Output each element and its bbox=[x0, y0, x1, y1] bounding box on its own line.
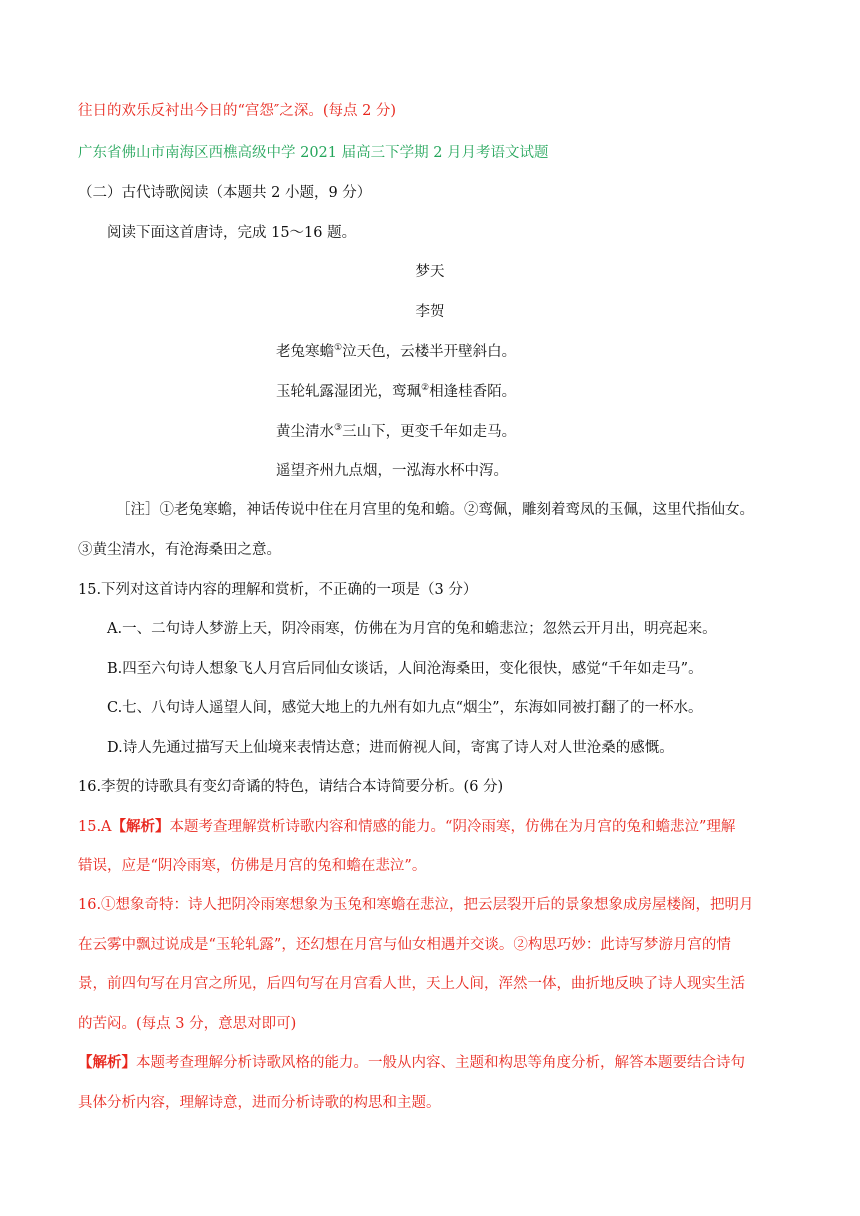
section-heading: （二）古代诗歌阅读（本题共 2 小题，9 分） bbox=[78, 185, 372, 201]
option-a: A.一、二句诗人梦游上天，阴冷雨寒，仿佛在为月宫的兔和蟾悲泣；忽然云开月出，明亮起来。 bbox=[107, 621, 717, 637]
answer-15-line-2: 错误，应是“阴冷雨寒，仿佛是月宫的兔和蟾在悲泣”。 bbox=[78, 858, 427, 874]
option-d: D.诗人先通过描写天上仙境来表情达意；进而俯视人间，寄寓了诗人对人世沧桑的感慨。 bbox=[107, 740, 674, 756]
answer-continuation: 往日的欢乐反衬出今日的“宫怨″之深。(每点 2 分) bbox=[78, 103, 397, 119]
reading-instruction: 阅读下面这首唐诗，完成 15～16 题。 bbox=[107, 225, 357, 241]
poem-line-2-part-a: 玉轮轧露湿团光，鸾珮 bbox=[276, 384, 421, 400]
poem-line-3-part-a: 黄尘清水 bbox=[276, 424, 334, 440]
footnote-marker-1: ① bbox=[334, 343, 343, 354]
analysis-line-1 bbox=[78, 1053, 745, 1073]
poem-title: 梦天 bbox=[415, 264, 445, 280]
poem-author: 李贺 bbox=[415, 304, 445, 320]
question-15: 15.下列对这首诗内容的理解和赏析，不正确的一项是（3 分） bbox=[78, 582, 478, 598]
option-b: B.四至六句诗人想象飞人月宫后同仙女谈话，人间沧海桑田，变化很快，感觉“千年如走马”。 bbox=[107, 661, 703, 677]
answer-16-line-2: 在云雾中飘过说成是“玉轮轧露”，还幻想在月宫与仙女相遇并交谈。②构思巧妙：此诗写梦游月宫的情 bbox=[78, 937, 731, 953]
poem-line-2 bbox=[276, 382, 516, 402]
source-title: 广东省佛山市南海区西樵高级中学 2021 届高三下学期 2 月月考语文试题 bbox=[78, 145, 549, 161]
annotation-note-continued: ③黄尘清水，有沧海桑田之意。 bbox=[78, 542, 281, 558]
poem-line-4: 遥望齐州九点烟，一泓海水杯中泻。 bbox=[276, 463, 508, 479]
answer-15-line-1 bbox=[78, 817, 735, 837]
poem-line-3 bbox=[276, 422, 516, 442]
answer-15-label: 15.A bbox=[78, 819, 112, 835]
answer-16-line-3: 景，前四句写在月宫之所见，后四句写在月宫看人世，天上人间，浑然一体，曲折地反映了诗人现实生活 bbox=[78, 976, 745, 992]
analysis-line-2: 具体分析内容，理解诗意，进而分析诗歌的构思和主题。 bbox=[78, 1095, 441, 1111]
poem-line-1 bbox=[276, 342, 516, 362]
poem-line-3-part-b: 三山下，更变千年如走马。 bbox=[342, 424, 517, 440]
analysis-tag: 【解析】 bbox=[111, 818, 170, 835]
poem-line-2-part-b: 相逢桂香陌。 bbox=[429, 384, 517, 400]
answer-15-text: 本题考查理解赏析诗歌内容和情感的能力。“阴冷雨寒，仿佛在为月宫的兔和蟾悲泣”理解 bbox=[169, 819, 736, 835]
analysis-text: 本题考查理解分析诗歌风格的能力。一般从内容、主题和构思等角度分析，解答本题要结合诗句 bbox=[136, 1055, 745, 1071]
option-c: C.七、八句诗人遥望人间，感觉大地上的九州有如九点“烟尘”，东海如同被打翻了的一杯水。 bbox=[107, 700, 703, 716]
answer-16-line-4: 的苦闷。(每点 3 分，意思对即可) bbox=[78, 1016, 297, 1032]
poem-line-1-part-b: 泣天色，云楼半开壁斜白。 bbox=[342, 344, 517, 360]
poem-line-1-part-a: 老兔寒蟾 bbox=[276, 344, 334, 360]
analysis-tag-2: 【解析】 bbox=[78, 1054, 136, 1071]
question-16: 16.李贺的诗歌具有变幻奇谲的特色，请结合本诗简要分析。(6 分) bbox=[78, 779, 504, 795]
annotation-note: ［注］①老兔寒蟾，神话传说中住在月宫里的兔和蟾。②鸾佩，雕刻着鸾凤的玉佩，这里代指仙女。 bbox=[116, 502, 754, 518]
footnote-marker-3: ③ bbox=[334, 423, 343, 434]
footnote-marker-2: ② bbox=[421, 383, 430, 394]
answer-16-line-1: 16.①想象奇特：诗人把阴冷雨寒想象为玉兔和寒蟾在悲泣，把云层裂开后的景象想象成房屋楼阁，把明月 bbox=[78, 897, 754, 913]
